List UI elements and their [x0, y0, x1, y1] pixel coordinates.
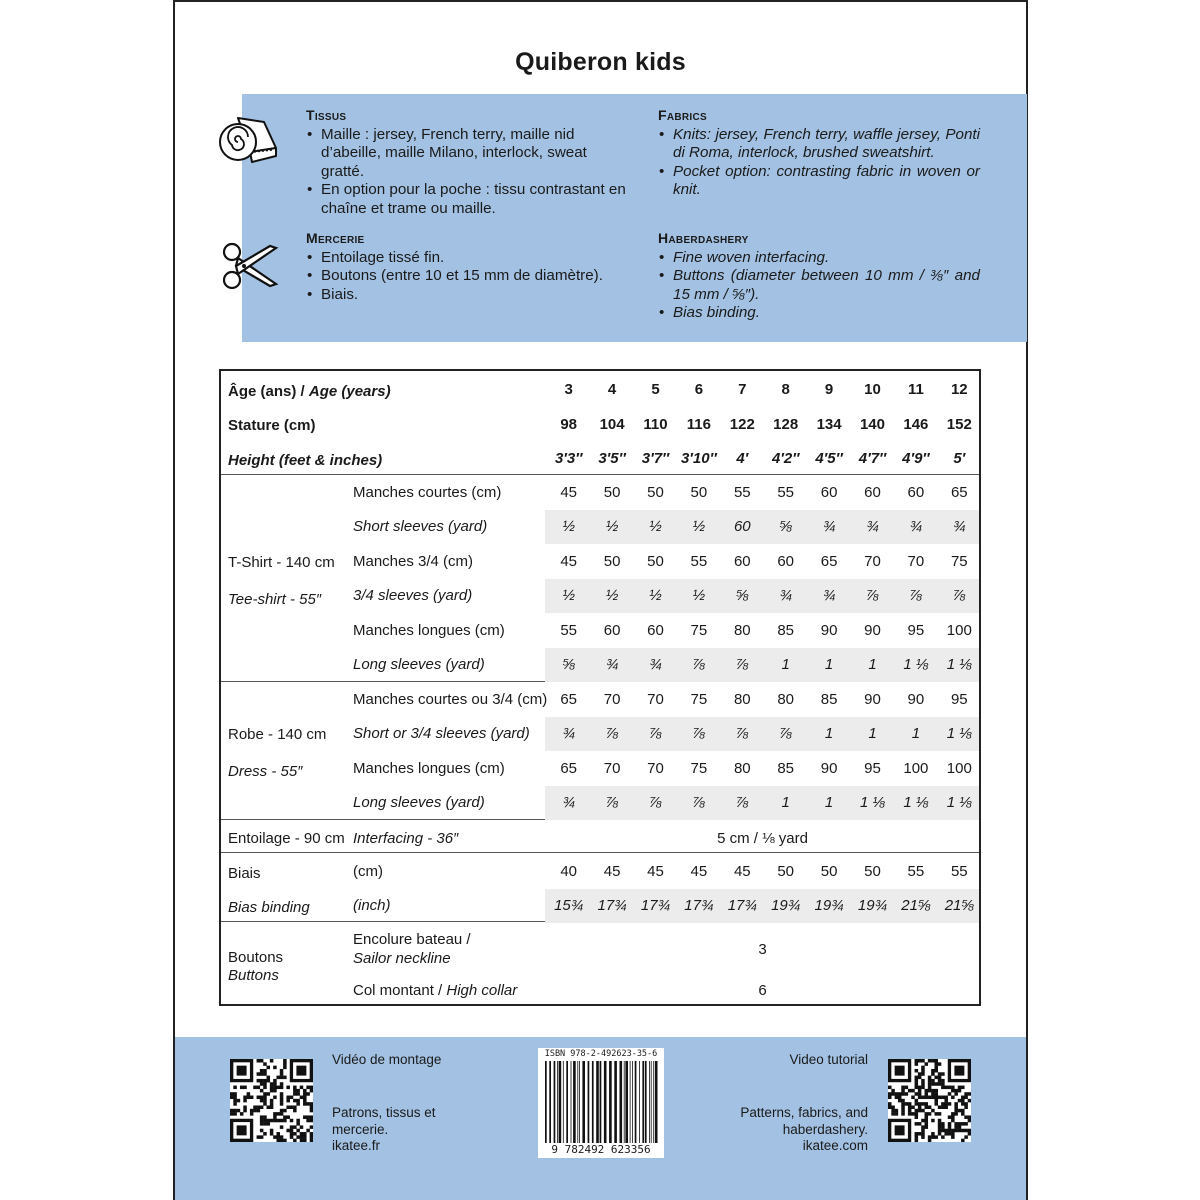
buttons-label-en: Buttons: [228, 967, 279, 984]
height-row: [221, 442, 979, 476]
height-value: 4′7″: [858, 450, 887, 467]
tshirt-value: 45: [560, 553, 578, 570]
tshirt-value: 1: [824, 656, 834, 673]
tshirt-value: 65: [950, 484, 968, 501]
tshirt-value: 90: [820, 622, 838, 639]
tshirt-value: ¾: [866, 518, 879, 535]
dress-value: 80: [777, 691, 795, 708]
tshirt-row: [221, 545, 979, 579]
haberdashery-en-item: • Fine woven interfacing.: [658, 249, 980, 268]
age-value: 11: [907, 381, 924, 398]
bias-value: 40: [560, 863, 578, 880]
age-value: 12: [950, 381, 968, 398]
row-label: Manches longues (cm): [353, 622, 505, 639]
dress-value: 1: [911, 725, 921, 742]
dress-value: 80: [733, 691, 751, 708]
dress-value: 85: [820, 691, 838, 708]
dress-value: 85: [777, 760, 795, 777]
tshirt-value: 100: [946, 622, 972, 639]
sailor-neckline-label-en: Sailor neckline: [353, 950, 451, 967]
haberdashery-fr-heading: Mercerie: [306, 230, 365, 246]
buttons-label-fr: Boutons: [228, 949, 284, 966]
height-value: 4′9″: [902, 450, 930, 467]
high-collar-buttons: 6: [758, 982, 767, 999]
tshirt-value: ¾: [953, 518, 966, 535]
bias-value: 19¾: [771, 897, 801, 914]
fabrics-fr-block: [306, 106, 634, 219]
fabrics-en-block: [658, 106, 980, 200]
row-label: Short sleeves (yard): [353, 518, 488, 535]
tshirt-value: 55: [560, 622, 578, 639]
haberdashery-en-block: [658, 229, 980, 323]
age-value: 5: [651, 381, 660, 398]
row-label: Long sleeves (yard): [353, 794, 485, 811]
shop-text-fr: Patrons, tissus et mercerie. ikatee.fr: [332, 1105, 436, 1153]
dress-value: 100: [946, 760, 972, 777]
haberdashery-fr-item: • Entoilage tissé fin.: [306, 249, 634, 268]
tshirt-value: ½: [562, 518, 575, 535]
tshirt-value: ⅝: [779, 518, 792, 535]
fabrics-en-item: • Knits: jersey, French terry, waffle jersey, Ponti di Roma, interlock, brushed sweatshirt.: [658, 126, 980, 163]
page-title: Quiberon kids: [515, 48, 686, 76]
tshirt-value: ⅝: [736, 587, 749, 604]
height-value: 4′5″: [815, 450, 843, 467]
bias-value: 55: [950, 863, 968, 880]
stature-value: 104: [599, 416, 625, 433]
stature-value: 146: [903, 416, 929, 433]
interfacing-label-en: Interfacing - 36″: [353, 830, 459, 847]
bias-value: 19¾: [857, 897, 888, 914]
dress-value: 1 ⅛: [859, 794, 885, 811]
dress-value: 1: [781, 794, 790, 811]
qr-code-en[interactable]: [888, 1059, 971, 1142]
interfacing-value: 5 cm / ⅛ yard: [717, 830, 808, 847]
dress-value: 90: [907, 691, 925, 708]
table-divider: [221, 852, 979, 853]
bias-value: 21⅝: [944, 897, 974, 914]
row-label: (inch): [353, 897, 391, 914]
dress-value: ⅞: [649, 794, 662, 811]
tshirt-label-fr: T-Shirt - 140 cm: [228, 554, 335, 571]
bias-value: 45: [733, 863, 751, 880]
dress-value: 75: [690, 691, 708, 708]
height-value: 4′: [736, 450, 749, 467]
dress-value: 70: [603, 691, 621, 708]
dress-value: 1 ⅛: [946, 725, 972, 742]
video-tutorial-label-fr: Vidéo de montage: [332, 1052, 442, 1067]
tshirt-value: 50: [647, 484, 664, 501]
dress-value: 90: [864, 691, 881, 708]
dress-row: [221, 752, 979, 786]
dress-value: 65: [560, 760, 578, 777]
tshirt-value: ⅞: [736, 656, 749, 673]
dress-value: 1: [824, 725, 834, 742]
row-label: Short or 3/4 sleeves (yard): [353, 725, 530, 742]
tshirt-value: 90: [864, 622, 881, 639]
bias-value: 17¾: [640, 897, 671, 914]
fabrics-fr-heading: Tissus: [306, 107, 347, 123]
tshirt-value: 50: [603, 553, 621, 570]
dress-label-en: Dress - 55″: [228, 763, 303, 780]
scissors-icon: [220, 240, 280, 292]
fabrics-fr-item: • Maille : jersey, French terry, maille nid d’abeille, maille Milano, interlock, sweat gratté.: [306, 126, 634, 182]
dress-value: ⅞: [649, 725, 662, 742]
tshirt-value: 60: [647, 622, 664, 639]
bias-row: [221, 855, 979, 889]
tshirt-value: 55: [777, 484, 795, 501]
row-label: Manches courtes (cm): [353, 484, 502, 501]
tshirt-row: [221, 476, 979, 510]
bias-value: 45: [603, 863, 621, 880]
row-label: Manches courtes ou 3/4 (cm): [353, 691, 548, 708]
age-label: Âge (ans) / Age (years): [228, 383, 391, 400]
interfacing-label-fr: Entoilage - 90 cm: [228, 830, 345, 847]
bias-value: 15¾: [554, 897, 584, 914]
haberdashery-en-item: • Buttons (diameter between 10 mm / ⅜″ and 15 mm / ⅝″).: [658, 267, 980, 304]
tshirt-value: 50: [647, 553, 664, 570]
row-label: Long sleeves (yard): [353, 656, 485, 673]
bias-label-fr: Biais: [228, 865, 261, 882]
stature-value: 134: [816, 416, 842, 433]
dress-value: 1 ⅛: [903, 794, 929, 811]
row-label: Manches 3/4 (cm): [353, 553, 474, 570]
dress-value: ⅞: [605, 794, 619, 811]
sailor-neckline-label-fr: Encolure bateau /: [353, 931, 471, 948]
stature-value: 128: [773, 416, 799, 433]
bias-value: 45: [647, 863, 664, 880]
dress-value: 1 ⅛: [946, 794, 972, 811]
tshirt-value: ½: [562, 587, 575, 604]
bias-value: 50: [864, 863, 881, 880]
tshirt-value: ⅞: [866, 587, 879, 604]
age-value: 7: [738, 381, 747, 398]
tshirt-value: 60: [603, 622, 621, 639]
dress-row: [221, 683, 979, 717]
tshirt-value: 60: [864, 484, 881, 501]
high-collar-label: Col montant / High collar: [353, 982, 518, 999]
dress-value: ⅞: [605, 725, 619, 742]
website-link-fr[interactable]: ikatee.fr: [332, 1138, 381, 1153]
tshirt-value: ⅞: [953, 587, 966, 604]
tshirt-value: ¾: [779, 587, 792, 604]
tshirt-value: 55: [690, 553, 708, 570]
tshirt-value: 80: [733, 622, 751, 639]
tshirt-value: ⅝: [562, 656, 575, 673]
age-value: 4: [607, 381, 617, 398]
tshirt-value: 95: [907, 622, 925, 639]
stature-value: 152: [946, 416, 972, 433]
tshirt-value: ⅞: [909, 587, 923, 604]
age-value: 8: [781, 381, 790, 398]
tshirt-row: [221, 614, 979, 648]
dress-value: 70: [647, 691, 664, 708]
dress-value: 100: [903, 760, 929, 777]
tshirt-value: 1 ⅛: [903, 656, 929, 673]
tshirt-value: 50: [603, 484, 621, 501]
tshirt-value: ½: [692, 587, 706, 604]
tshirt-value: 60: [820, 484, 838, 501]
stature-value: 140: [859, 416, 885, 433]
dress-value: 90: [820, 760, 838, 777]
haberdashery-en-item: • Bias binding.: [658, 304, 980, 323]
row-label: (cm): [353, 863, 383, 880]
fabrics-en-item: • Pocket option: contrasting fabric in woven or knit.: [658, 163, 980, 200]
dress-value: ⅞: [692, 725, 706, 742]
dress-value: 75: [690, 760, 708, 777]
isbn-barcode: [538, 1048, 664, 1158]
dress-value: 1: [824, 794, 834, 811]
dress-value: ⅞: [692, 794, 706, 811]
tshirt-value: 60: [733, 518, 751, 535]
dress-value: ⅞: [779, 725, 792, 742]
tshirt-value: ½: [692, 518, 706, 535]
height-value: 3′3″: [554, 450, 583, 467]
website-link-en[interactable]: ikatee.com: [802, 1138, 868, 1153]
tshirt-value: ½: [649, 587, 662, 604]
shop-text-en: Patterns, fabrics, and haberdashery. ikatee.com: [690, 1105, 868, 1155]
tshirt-value: ½: [605, 587, 619, 604]
bias-value: 45: [690, 863, 708, 880]
stature-row: [221, 408, 979, 442]
stature-value: 98: [560, 416, 578, 433]
tshirt-value: 60: [733, 553, 751, 570]
bias-value: 17¾: [684, 897, 714, 914]
age-value: 3: [564, 381, 573, 398]
height-value: 3′7″: [641, 450, 670, 467]
dress-label-fr: Robe - 140 cm: [228, 726, 327, 743]
age-value: 9: [824, 381, 834, 398]
fabrics-fr-item: • En option pour la poche : tissu contrastant en chaîne et trame ou maille.: [306, 181, 634, 218]
tshirt-value: ½: [605, 518, 619, 535]
bias-value: 21⅝: [901, 897, 931, 914]
tshirt-value: ¾: [649, 656, 662, 673]
tshirt-value: ¾: [909, 518, 923, 535]
bias-value: 50: [777, 863, 795, 880]
dress-value: ¾: [562, 794, 575, 811]
dress-value: 1: [868, 725, 877, 742]
haberdashery-en-heading: Haberdashery: [658, 230, 749, 246]
age-row: [221, 373, 979, 407]
height-label: Height (feet & inches): [228, 452, 383, 469]
tshirt-value: 70: [907, 553, 925, 570]
tshirt-value: 70: [864, 553, 881, 570]
dress-value: ⅞: [736, 794, 749, 811]
bias-row: [221, 889, 979, 923]
dress-value: 95: [950, 691, 968, 708]
height-value: 3′5″: [598, 450, 626, 467]
tshirt-value: 60: [777, 553, 795, 570]
tshirt-value: ¾: [822, 518, 836, 535]
age-value: 10: [864, 381, 881, 398]
height-value: 4′2″: [771, 450, 800, 467]
tshirt-value: 65: [820, 553, 838, 570]
height-value: 3′10″: [680, 450, 717, 467]
tshirt-value: 55: [733, 484, 751, 501]
row-label: Manches longues (cm): [353, 760, 505, 777]
bias-value: 50: [820, 863, 838, 880]
barcode-digits: 9 782492 623356: [551, 1143, 651, 1156]
height-value: 5′: [953, 450, 966, 467]
tshirt-value: 85: [777, 622, 795, 639]
stature-value: 110: [643, 416, 668, 433]
tshirt-value: 1: [781, 656, 790, 673]
tshirt-value: ¾: [605, 656, 619, 673]
stature-value: 122: [729, 416, 755, 433]
video-tutorial-label-en: Video tutorial: [789, 1052, 868, 1067]
haberdashery-fr-block: [306, 229, 634, 304]
tshirt-value: ½: [649, 518, 662, 535]
fabrics-en-heading: Fabrics: [658, 107, 707, 123]
age-value: 6: [694, 381, 704, 398]
dress-value: 70: [647, 760, 664, 777]
tshirt-value: ⅞: [692, 656, 706, 673]
fabric-roll-icon: [218, 112, 278, 168]
stature-value: 116: [686, 416, 711, 433]
dress-value: ⅞: [736, 725, 749, 742]
dress-value: 95: [864, 760, 881, 777]
tshirt-label-en: Tee-shirt - 55″: [228, 591, 322, 608]
bias-value: 17¾: [597, 897, 627, 914]
tshirt-value: 60: [907, 484, 925, 501]
tshirt-value: 45: [560, 484, 578, 501]
row-label: 3/4 sleeves (yard): [353, 587, 473, 604]
tshirt-value: 75: [950, 553, 968, 570]
tshirt-row: [221, 510, 979, 544]
bias-value: 19¾: [814, 897, 844, 914]
haberdashery-fr-item: • Boutons (entre 10 et 15 mm de diamètre).: [306, 267, 634, 286]
dress-row: [221, 717, 979, 751]
dress-value: ¾: [562, 725, 575, 742]
qr-code-fr[interactable]: [230, 1059, 313, 1142]
haberdashery-fr-item: • Biais.: [306, 286, 634, 305]
tshirt-value: 75: [690, 622, 708, 639]
tshirt-row: [221, 579, 979, 613]
bias-value: 17¾: [727, 897, 757, 914]
tshirt-value: 1 ⅛: [946, 656, 972, 673]
fabric-requirements-table: [219, 369, 981, 1006]
bias-label-en: Bias binding: [228, 899, 310, 916]
dress-value: 80: [733, 760, 751, 777]
tshirt-value: ¾: [822, 587, 836, 604]
dress-value: 65: [560, 691, 578, 708]
tshirt-row: [221, 648, 979, 682]
isbn-number: ISBN 978-2-492623-35-6: [544, 1049, 658, 1059]
tshirt-value: 50: [690, 484, 708, 501]
dress-value: 70: [603, 760, 621, 777]
sailor-neckline-buttons: 3: [758, 941, 767, 958]
stature-label: Stature (cm): [228, 417, 316, 434]
dress-row: [221, 786, 979, 820]
bias-value: 55: [907, 863, 925, 880]
tshirt-value: 1: [868, 656, 877, 673]
